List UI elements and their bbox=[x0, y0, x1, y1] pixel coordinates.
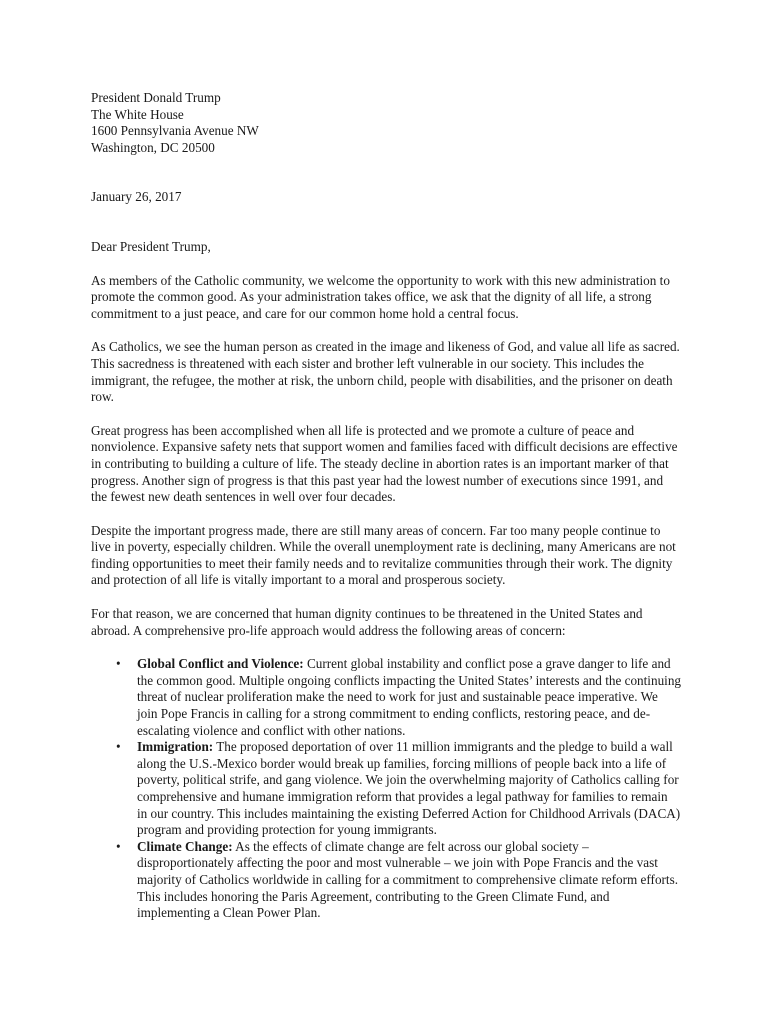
recipient-name: President Donald Trump bbox=[91, 90, 221, 105]
paragraph-intro: As members of the Catholic community, we welcome the opportunity to work with this new administration to promote the common good. As your administration takes office, we ask that the dignity of all life, a strong commitment to a just peace, and care for our common home hold a central focus. bbox=[91, 272, 670, 321]
concern-global-conflict bbox=[91, 656, 681, 739]
salutation: Dear President Trump, bbox=[91, 238, 211, 254]
bullet-icon: • bbox=[116, 656, 121, 672]
concern-title: Climate Change: bbox=[137, 838, 233, 854]
letter-date: January 26, 2017 bbox=[91, 189, 182, 205]
bullet-icon: • bbox=[116, 739, 121, 755]
letter-page bbox=[91, 90, 681, 922]
concern-title: Global Conflict and Violence: bbox=[137, 656, 304, 672]
recipient-address bbox=[91, 90, 681, 156]
recipient-office: The White House bbox=[91, 106, 184, 122]
paragraph-concerns-intro: Despite the important progress made, there are still many areas of concern. Far too many people continue to live in poverty, especially children. While the overall unemployment rate is declining, many Americans are not finding opportunities to meet their family needs and to revitalize communities through their work. The dignity and protection of all life is vitally important to a moral and prosperous society. bbox=[91, 522, 676, 588]
paragraph-progress: Great progress has been accomplished when all life is protected and we promote a culture of peace and nonviolence. Expansive safety nets that support women and families faced with difficult decisions are effective in contributing to building a culture of life. The steady decline in abortion rates is an important marker of that progress. Another sign of progress is that this past year had the lowest number of executions since 1991, and the fewest new death sentences in well over four decades. bbox=[91, 422, 678, 505]
concern-immigration bbox=[91, 739, 681, 839]
concern-climate-change bbox=[91, 839, 681, 922]
concern-title: Immigration: bbox=[137, 739, 214, 755]
concerns-list bbox=[91, 656, 681, 922]
concern-text: Current global instability and conflict pose a grave danger to life and the common good. Multiple ongoing conflicts impacting the United States’ interests and the continuing threat of nuclear proliferation make the need to work for just and sustainable peace imperative. We join Pope Francis in calling for a strong commitment to ending conflicts, restoring peace, and de-escalating violence and conflict with other nations. bbox=[137, 656, 682, 738]
concern-text: As the effects of climate change are felt across our global society – disproportionately affecting the poor and most vulnerable – we join with Pope Francis and the vast majority of Catholics worldwide in calling for a commitment to comprehensive climate reform efforts. This includes honoring the Paris Agreement, contributing to the Green Climate Fund, and implementing a Clean Power Plan. bbox=[137, 838, 679, 921]
paragraph-sacredness: As Catholics, we see the human person as created in the image and likeness of God, and value all life as sacred. This sacredness is threatened with each sister and brother left vulnerable in our society. This includes the immigrant, the refugee, the mother at risk, the unborn child, people with disabilities, and the prisoner on death row. bbox=[91, 339, 680, 405]
recipient-street: 1600 Pennsylvania Avenue NW bbox=[91, 123, 259, 139]
bullet-icon: • bbox=[116, 838, 121, 854]
recipient-city: Washington, DC 20500 bbox=[91, 139, 215, 155]
concern-text: The proposed deportation of over 11 million immigrants and the pledge to build a wall along the U.S.-Mexico border would break up families, forcing millions of people back into a life of poverty, political strife, and gang violence. We join the overwhelming majority of Catholics calling for comprehensive and humane immigration reform that provides a legal pathway for families to remain in our country. This includes maintaining the existing Deferred Action for Childhood Arrivals (DACA) program and providing protection for young immigrants. bbox=[137, 739, 681, 838]
paragraph-pro-life-approach: For that reason, we are concerned that human dignity continues to be threatened in the United States and abroad. A comprehensive pro-life approach would address the following areas of concern: bbox=[91, 606, 643, 638]
